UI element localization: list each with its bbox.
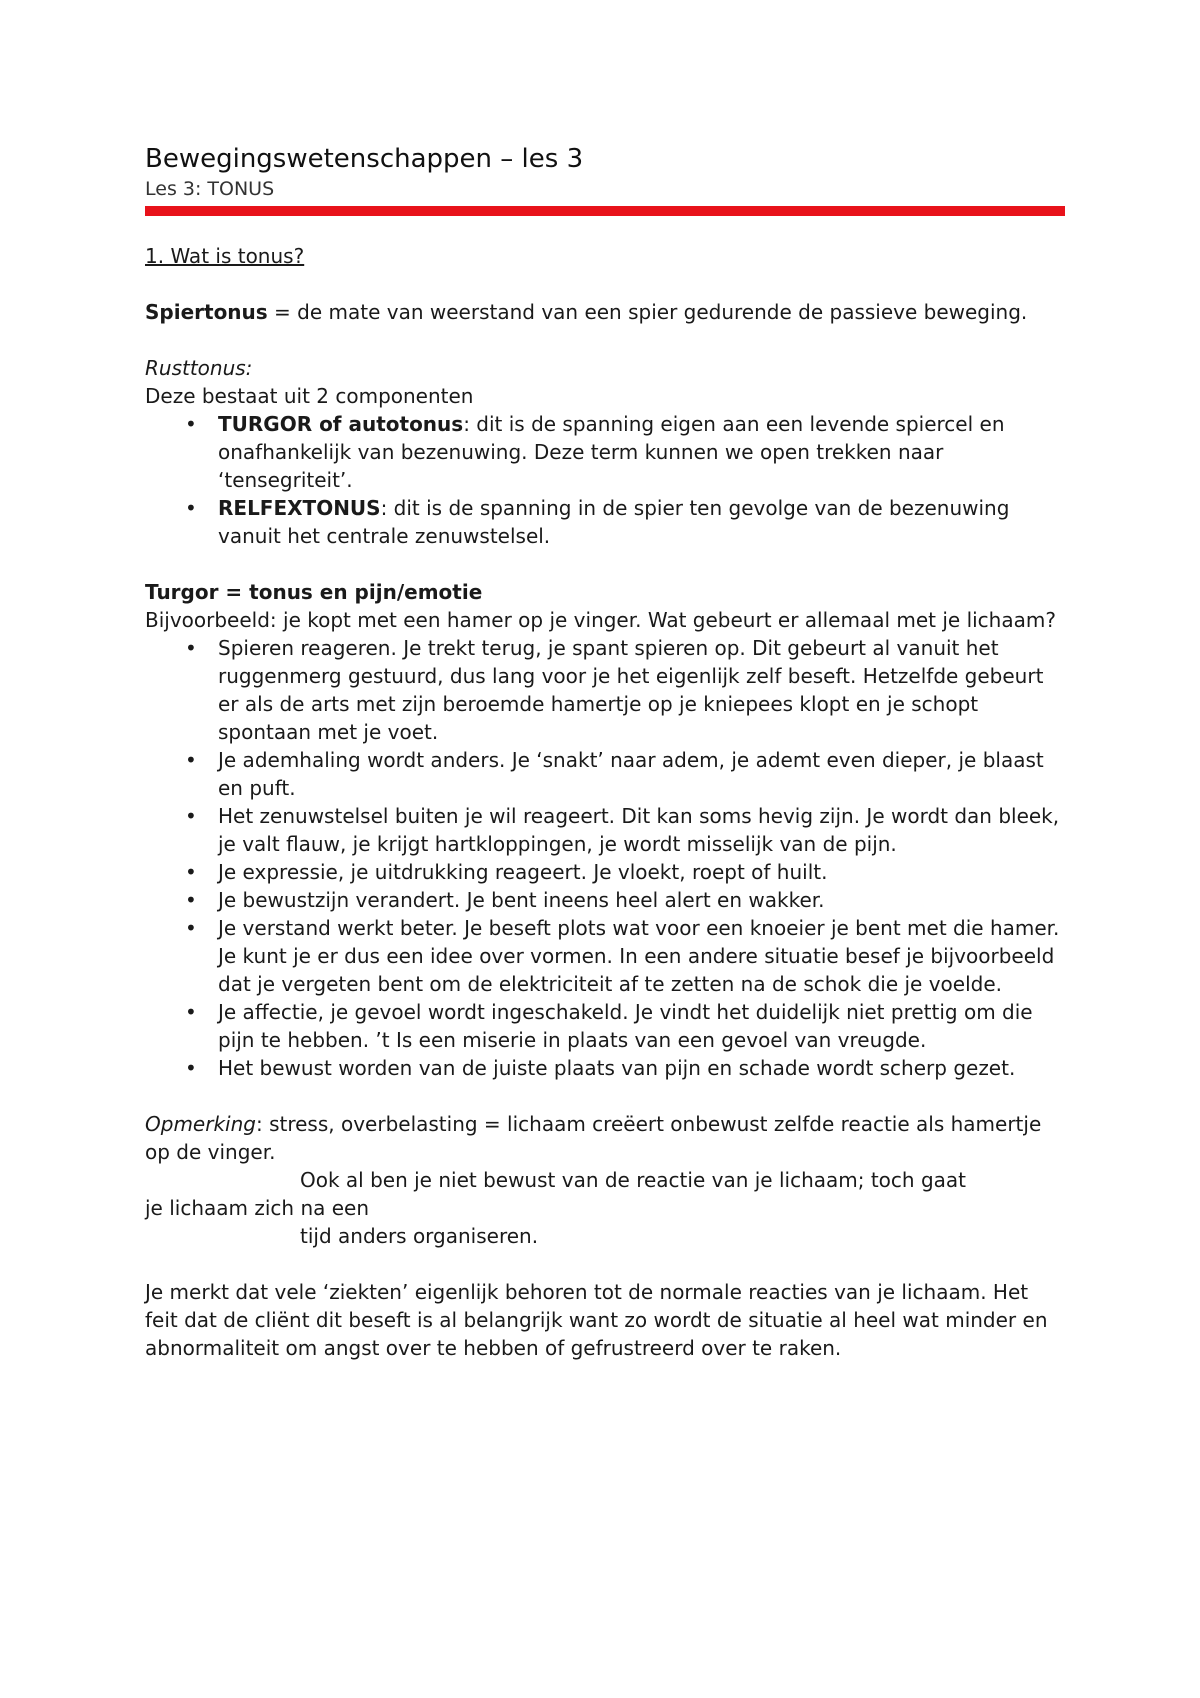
list-item-text: Je bewustzijn verandert. Je bent ineens heel alert en wakker. [218, 888, 825, 912]
list-item-text: Je expressie, je uitdrukking reageert. Je vloekt, roept of huilt. [218, 860, 828, 884]
list-item [145, 1054, 1065, 1082]
list-item [145, 410, 1065, 494]
bullet-icon: • [185, 496, 197, 520]
bullet-icon: • [185, 1056, 197, 1080]
turgor-list [145, 634, 1065, 1082]
opmerking-text: : stress, overbelasting = lichaam creëert onbewust zelfde reactie als hamertje op de vinger. [145, 1112, 1042, 1164]
turgor-heading-text: Turgor = tonus en pijn/emotie [145, 580, 483, 604]
bullet-icon: • [185, 636, 197, 660]
list-item [145, 634, 1065, 746]
list-item-text: Je affectie, je gevoel wordt ingeschakeld. Je vindt het duidelijk niet prettig om die pijn te hebben. ’t Is een miserie in plaats van een gevoel van vreugde. [218, 1000, 1033, 1052]
list-item-text: Het zenuwstelsel buiten je wil reageert. Dit kan soms hevig zijn. Je wordt dan bleek, je valt flauw, je krijgt hartkloppingen, je wordt misselijk van de pijn. [218, 804, 1060, 856]
list-item [145, 802, 1065, 858]
list-item [145, 998, 1065, 1054]
opmerking-paragraph [145, 1110, 1065, 1166]
list-item-text: Spieren reageren. Je trekt terug, je spant spieren op. Dit gebeurt al vanuit het ruggenmerg gestuurd, dus lang voor je het eigenlijk zelf beseft. Hetzelfde gebeurt er als de arts met zijn beroemde hamertje op je kniepees klopt en je schopt spontaan met je voet. [218, 636, 1044, 744]
bullet-icon: • [185, 804, 197, 828]
list-item [145, 886, 1065, 914]
list-item-text: Je ademhaling wordt anders. Je ‘snakt’ naar adem, je ademt even dieper, je blaast en puft. [218, 748, 1044, 800]
list-item-term: RELFEXTONUS [218, 496, 381, 520]
document-page [145, 142, 1065, 1362]
turgor-intro: Bijvoorbeeld: je kopt met een hamer op je vinger. Wat gebeurt er allemaal met je lichaam? [145, 608, 1056, 632]
list-item [145, 914, 1065, 998]
title-divider [145, 206, 1065, 216]
bullet-icon: • [185, 860, 197, 884]
rusttonus-intro: Deze bestaat uit 2 componenten [145, 384, 474, 408]
list-item-text: Je verstand werkt beter. Je beseft plots wat voor een knoeier je bent met die hamer. Je kunt je er dus een idee over vormen. In een andere situatie besef je bijvoorbeeld dat je vergeten bent om de elektriciteit af te zetten na de schok die je voelde. [218, 916, 1060, 996]
bullet-icon: • [185, 748, 197, 772]
list-item-text: : dit is de spanning eigen aan een levende spiercel en onafhankelijk van bezenuwing. Deze term kunnen we open trekken naar ‘tensegriteit’. [218, 412, 1005, 492]
turgor-heading [145, 578, 1065, 606]
spiertonus-definition [145, 298, 1065, 326]
list-item-term: TURGOR of autotonus [218, 412, 464, 436]
list-item [145, 494, 1065, 550]
spiertonus-term: Spiertonus [145, 300, 268, 324]
document-subtitle: Les 3: TONUS [145, 178, 275, 200]
list-item-text: : dit is de spanning in de spier ten gevolge van de bezenuwing vanuit het centrale zenuwstelsel. [218, 496, 1010, 548]
bullet-icon: • [185, 412, 197, 436]
section-heading-wat-is-tonus: 1. Wat is tonus? [145, 244, 305, 268]
rusttonus-label [145, 354, 1065, 382]
document-title: Bewegingswetenschappen – les 3 [145, 144, 584, 174]
bullet-icon: • [185, 916, 197, 940]
conclusion-paragraph: Je merkt dat vele ‘ziekten’ eigenlijk behoren tot de normale reacties van je lichaam. Het feit dat de cliënt dit beseft is al belangrijk want zo wordt de situatie al heel wat minder en abnormaliteit om angst over te hebben of gefrustreerd over te raken. [145, 1280, 1048, 1360]
opmerking-line-2b: je lichaam zich na een [145, 1196, 370, 1220]
list-item [145, 746, 1065, 802]
rusttonus-label-text: Rusttonus: [145, 356, 253, 380]
rusttonus-list [145, 410, 1065, 550]
list-item-text: Het bewust worden van de juiste plaats van pijn en schade wordt scherp gezet. [218, 1056, 1016, 1080]
bullet-icon: • [185, 888, 197, 912]
spiertonus-text: = de mate van weerstand van een spier gedurende de passieve beweging. [267, 300, 1028, 324]
list-item [145, 858, 1065, 886]
opmerking-line-2a: Ook al ben je niet bewust van de reactie van je lichaam; toch gaat [300, 1168, 966, 1192]
opmerking-label: Opmerking [145, 1112, 256, 1136]
bullet-icon: • [185, 1000, 197, 1024]
opmerking-line-3: tijd anders organiseren. [300, 1224, 539, 1248]
